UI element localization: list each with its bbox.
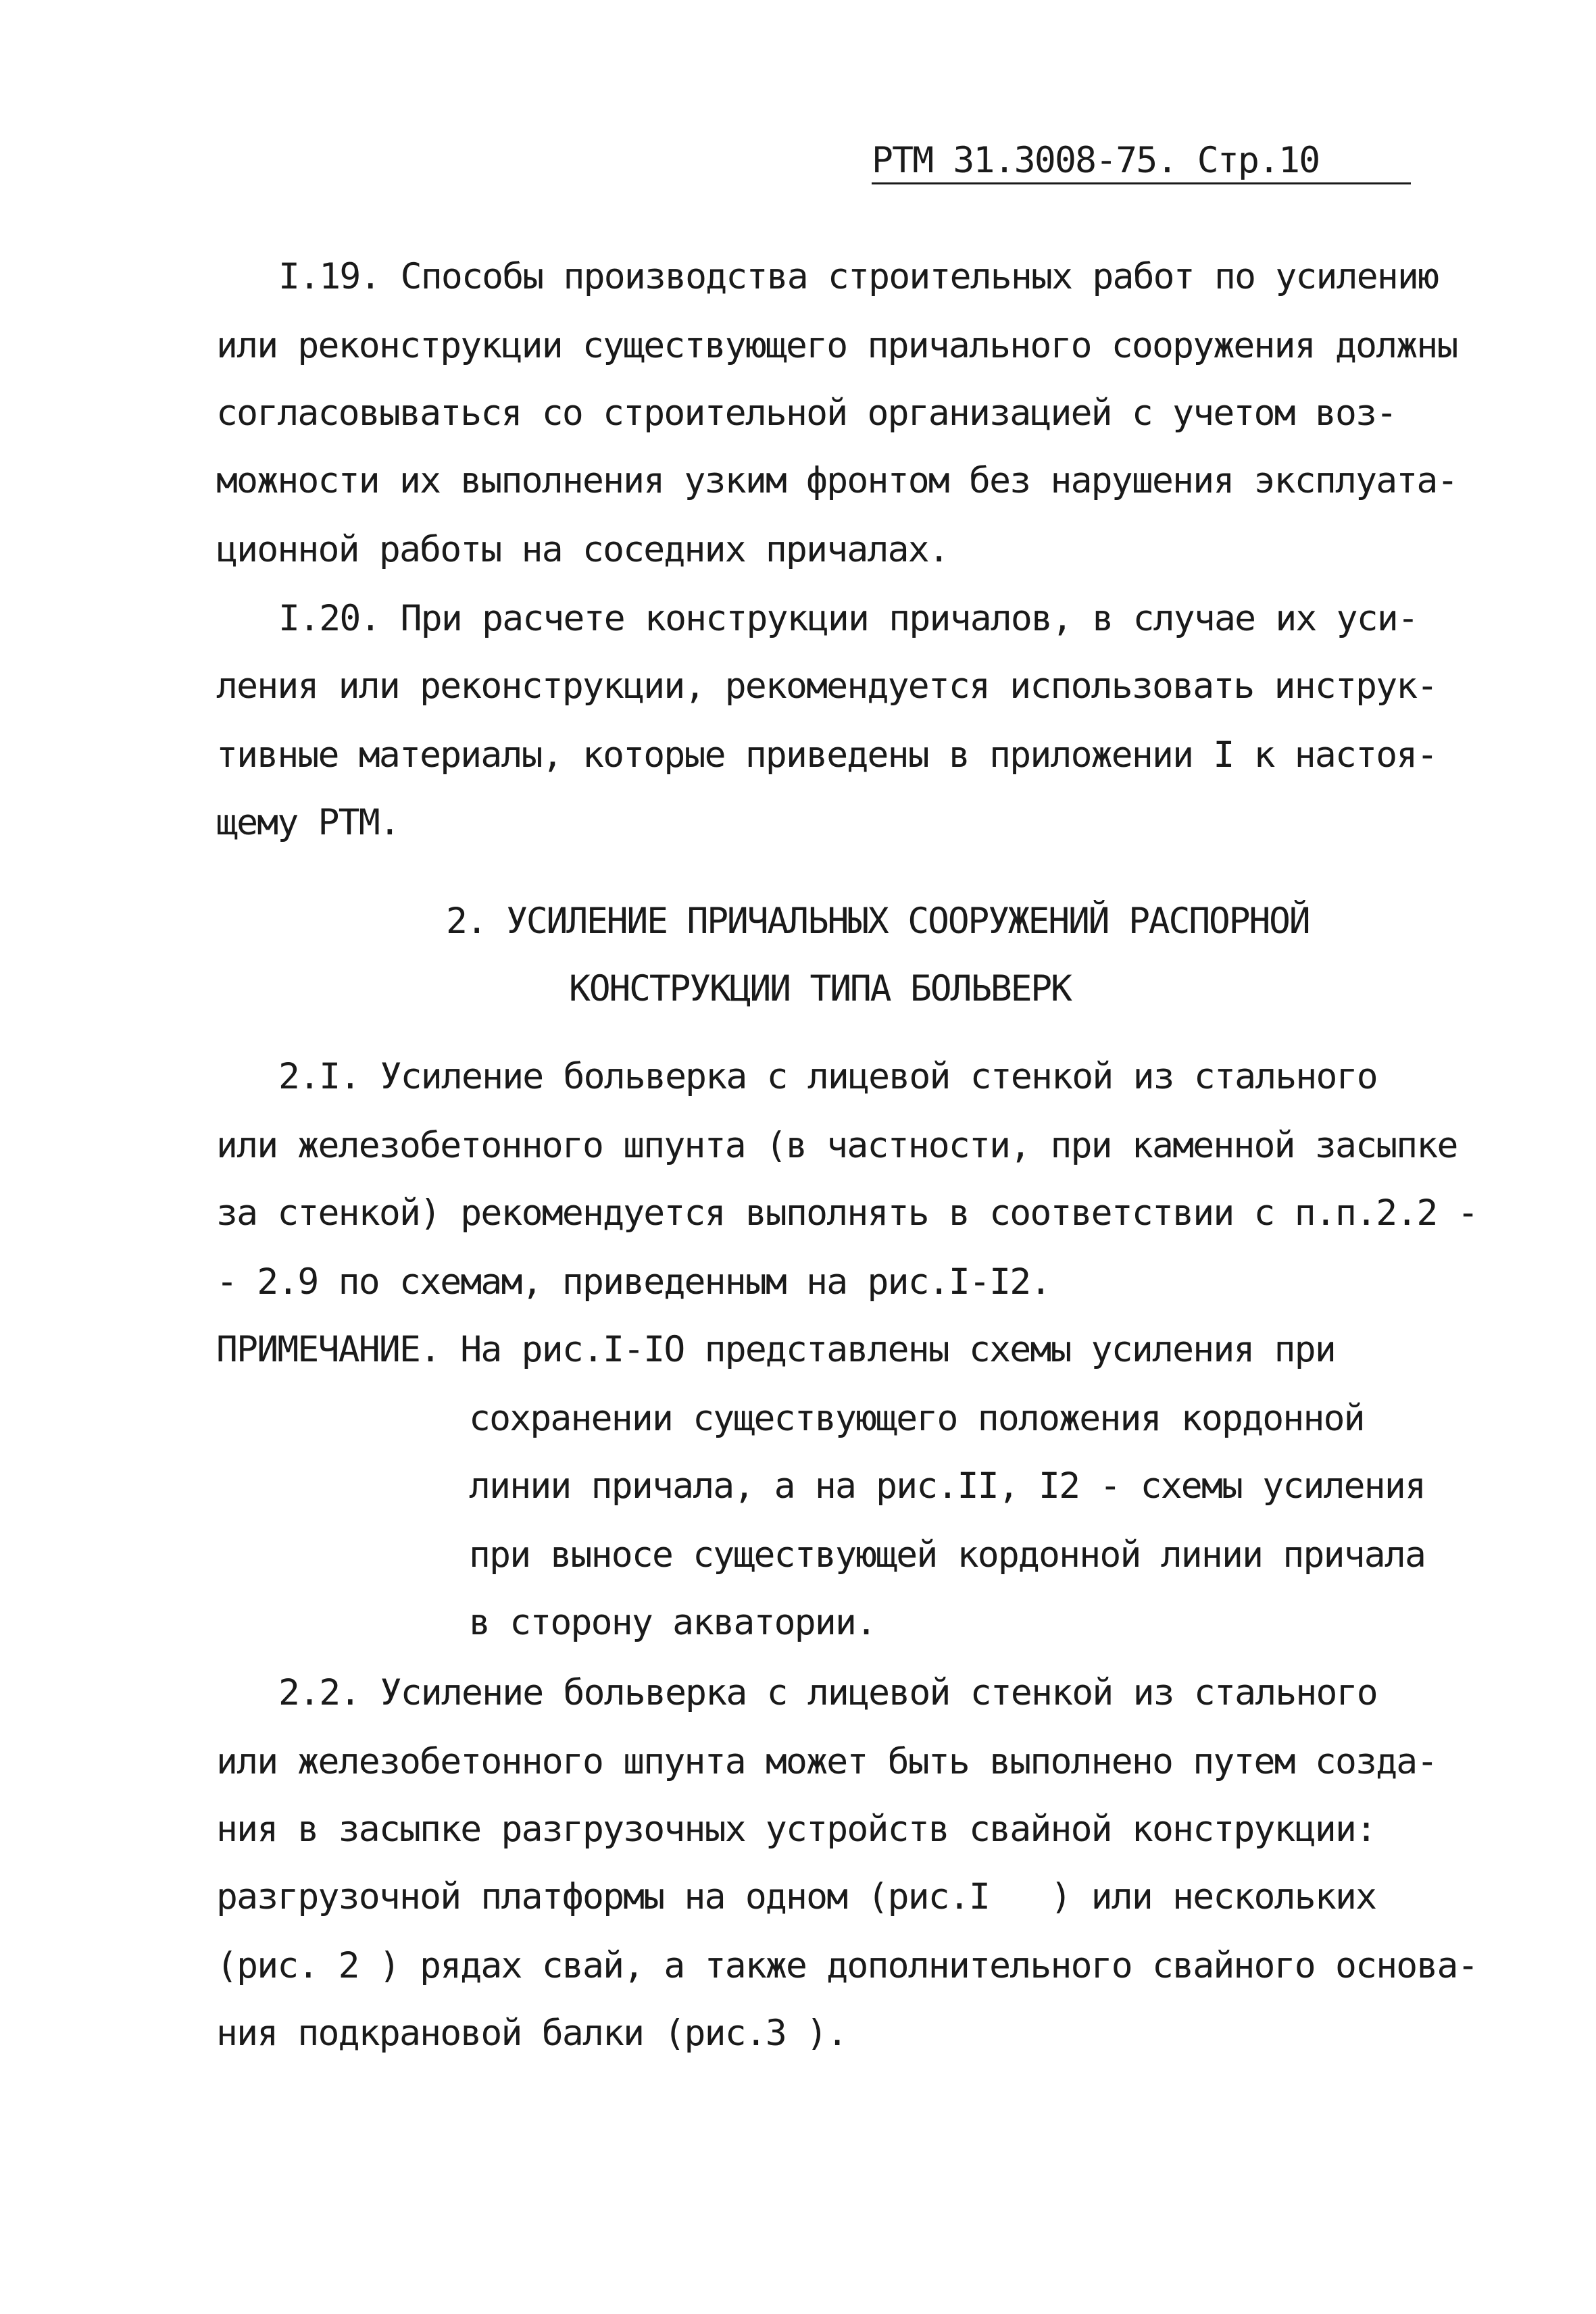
section-1-19-line-1: I.19. Способы производства строительных работ по усилению (278, 256, 1439, 297)
section-2-1-line-2: или железобетонного шпунта (в частности, при каменной засыпке (216, 1125, 1457, 1166)
section-2-2-line-1: 2.2. Усиление больверка с лицевой стенкой из стального (278, 1672, 1377, 1713)
section-2-2-line-4: разгрузочной платформы на одном (рис.I ) или нескольких (216, 1876, 1376, 1917)
header-underline (872, 182, 1411, 184)
section-1-20-line-2: ления или реконструкции, рекомендуется использовать инструк- (216, 665, 1437, 707)
section-2-heading-line-2: КОНСТРУКЦИИ ТИПА БОЛЬВЕРК (569, 968, 1071, 1009)
section-1-20-line-3: тивные материалы, которые приведены в приложении I к настоя- (216, 734, 1437, 776)
section-1-19-line-2: или реконструкции существующего причального сооружения должны (216, 325, 1457, 366)
section-2-1-line-3: за стенкой) рекомендуется выполнять в соответствии с п.п.2.2 - (216, 1192, 1478, 1234)
note-line-4: при выносе существующей кордонной линии причала (469, 1534, 1426, 1576)
section-1-20-line-4: щему РТМ. (216, 802, 399, 843)
note-line-5: в сторону акватории. (469, 1602, 876, 1643)
section-1-19-line-4: можности их выполнения узким фронтом без нарушения эксплуата- (216, 460, 1457, 501)
section-2-1-line-1: 2.I. Усиление больверка с лицевой стенкой из стального (278, 1056, 1377, 1097)
page-header: РТМ 31.3008-75. Стр.10 (872, 140, 1320, 181)
note-line-3: линии причала, а на рис.II, I2 - схемы усиления (469, 1465, 1426, 1507)
section-2-2-line-6: ния подкрановой балки (рис.3 ). (216, 2013, 847, 2054)
section-1-19-line-3: согласовываться со строительной организацией с учетом воз- (216, 393, 1397, 434)
section-2-2-line-2: или железобетонного шпунта может быть выполнено путем созда- (216, 1741, 1437, 1782)
section-2-2-line-3: ния в засыпке разгрузочных устройств свайной конструкции: (216, 1809, 1376, 1850)
section-2-heading-line-1: 2. УСИЛЕНИЕ ПРИЧАЛЬНЫХ СООРУЖЕНИЙ РАСПОРНОЙ (446, 901, 1310, 942)
section-1-19-line-5: ционной работы на соседних причалах. (216, 529, 949, 570)
note-line-1: ПРИМЕЧАНИЕ. На рис.I-IO представлены схемы усиления при (216, 1329, 1335, 1370)
section-2-2-line-5: (рис. 2 ) рядах свай, а также дополнительного свайного основа- (216, 1945, 1478, 1986)
note-line-2: сохранении существующего положения кордонной (469, 1398, 1364, 1439)
section-1-20-line-1: I.20. При расчете конструкции причалов, в случае их уси- (278, 598, 1418, 639)
section-2-1-line-4: - 2.9 по схемам, приведенным на рис.I-I2. (216, 1261, 1051, 1303)
